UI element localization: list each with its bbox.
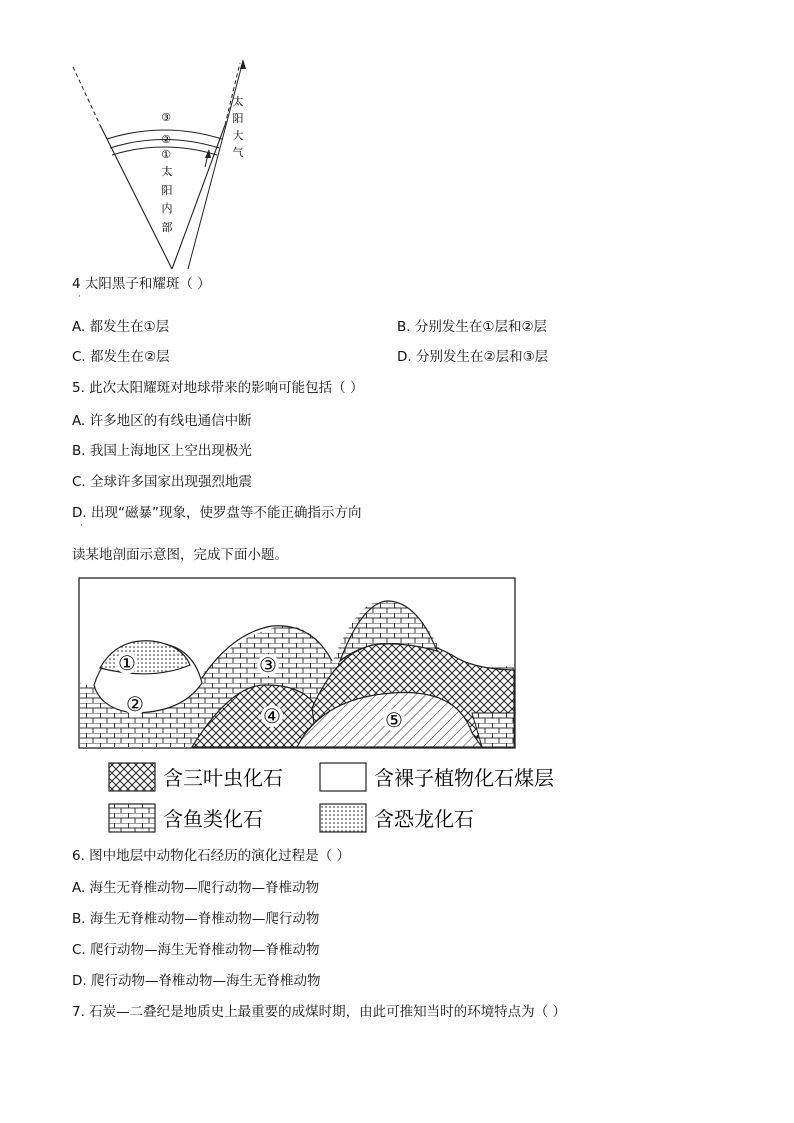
- atmosphere-char-1: 太: [232, 95, 244, 108]
- stratum-label-2: ②: [126, 692, 144, 716]
- legend-swatch-trilobite: [109, 763, 155, 791]
- legend-label-trilobite: 含三叶虫化石: [163, 766, 283, 790]
- q6-stem: 6. 图中地层中动物化石经历的演化过程是（ ）: [72, 848, 350, 864]
- interior-char-1: 太: [161, 165, 173, 178]
- q5-option-a: A. 许多地区的有线电通信中断: [72, 413, 252, 429]
- q4-option-c: C. 都发生在②层: [72, 349, 170, 365]
- stray-mark: ·: [80, 521, 83, 531]
- geologic-section-diagram: [72, 573, 592, 843]
- legend-label-gymnosperm: 含裸子植物化石煤层: [374, 766, 554, 790]
- q4-option-a: A. 都发生在①层: [72, 319, 170, 335]
- q5-option-d: D. 出现“磁暴”现象，使罗盘等不能正确指示方向: [72, 505, 362, 521]
- interior-char-4: 部: [161, 221, 173, 234]
- q7-stem: 7. 石炭—二叠纪是地质史上最重要的成煤时期，由此可推知当时的环境特点为（ ）: [72, 1004, 566, 1020]
- legend-swatch-gymnosperm: [320, 763, 366, 791]
- q6-option-b: B. 海生无脊椎动物—脊椎动物—爬行动物: [72, 911, 320, 927]
- stray-mark: ·: [78, 292, 81, 302]
- stratum-label-4: ④: [263, 704, 281, 728]
- q5-stem: 5. 此次太阳耀斑对地球带来的影响可能包括（ ）: [72, 380, 364, 396]
- legend-label-dinosaur: 含恐龙化石: [374, 807, 474, 831]
- layer-2-label: ②: [161, 133, 171, 146]
- interior-char-3: 内: [161, 202, 173, 215]
- q5-option-c: C. 全球许多国家出现强烈地震: [72, 474, 253, 490]
- layer-3-label: ③: [161, 111, 171, 124]
- stratum-label-1: ①: [118, 651, 136, 675]
- q5-option-b: B. 我国上海地区上空出现极光: [72, 443, 252, 459]
- legend-swatch-dinosaur: [320, 804, 366, 832]
- interior-char-2: 阳: [161, 184, 173, 197]
- q4-stem: 4 太阳黑子和耀斑（ ）: [72, 276, 211, 292]
- q4-option-d: D. 分别发生在②层和③层: [397, 349, 549, 365]
- sun-structure-diagram: [60, 55, 290, 275]
- stratum-label-3: ③: [259, 653, 277, 677]
- section-intro: 读某地剖面示意图，完成下面小题。: [72, 547, 288, 563]
- legend-label-fish: 含鱼类化石: [163, 807, 263, 831]
- q6-option-c: C. 爬行动物—海生无脊椎动物—脊椎动物: [72, 942, 320, 958]
- q6-option-d: D. 爬行动物—脊椎动物—海生无脊椎动物: [72, 973, 321, 989]
- atmosphere-char-4: 气: [232, 146, 244, 159]
- legend-swatch-fish: [109, 804, 155, 832]
- atmosphere-char-3: 大: [232, 129, 244, 142]
- q6-option-a: A. 海生无脊椎动物—爬行动物—脊椎动物: [72, 880, 320, 896]
- stratum-label-5: ⑤: [385, 708, 403, 732]
- atmosphere-char-2: 阳: [232, 112, 244, 125]
- layer-1-label: ①: [161, 148, 171, 161]
- q4-option-b: B. 分别发生在①层和②层: [397, 319, 548, 335]
